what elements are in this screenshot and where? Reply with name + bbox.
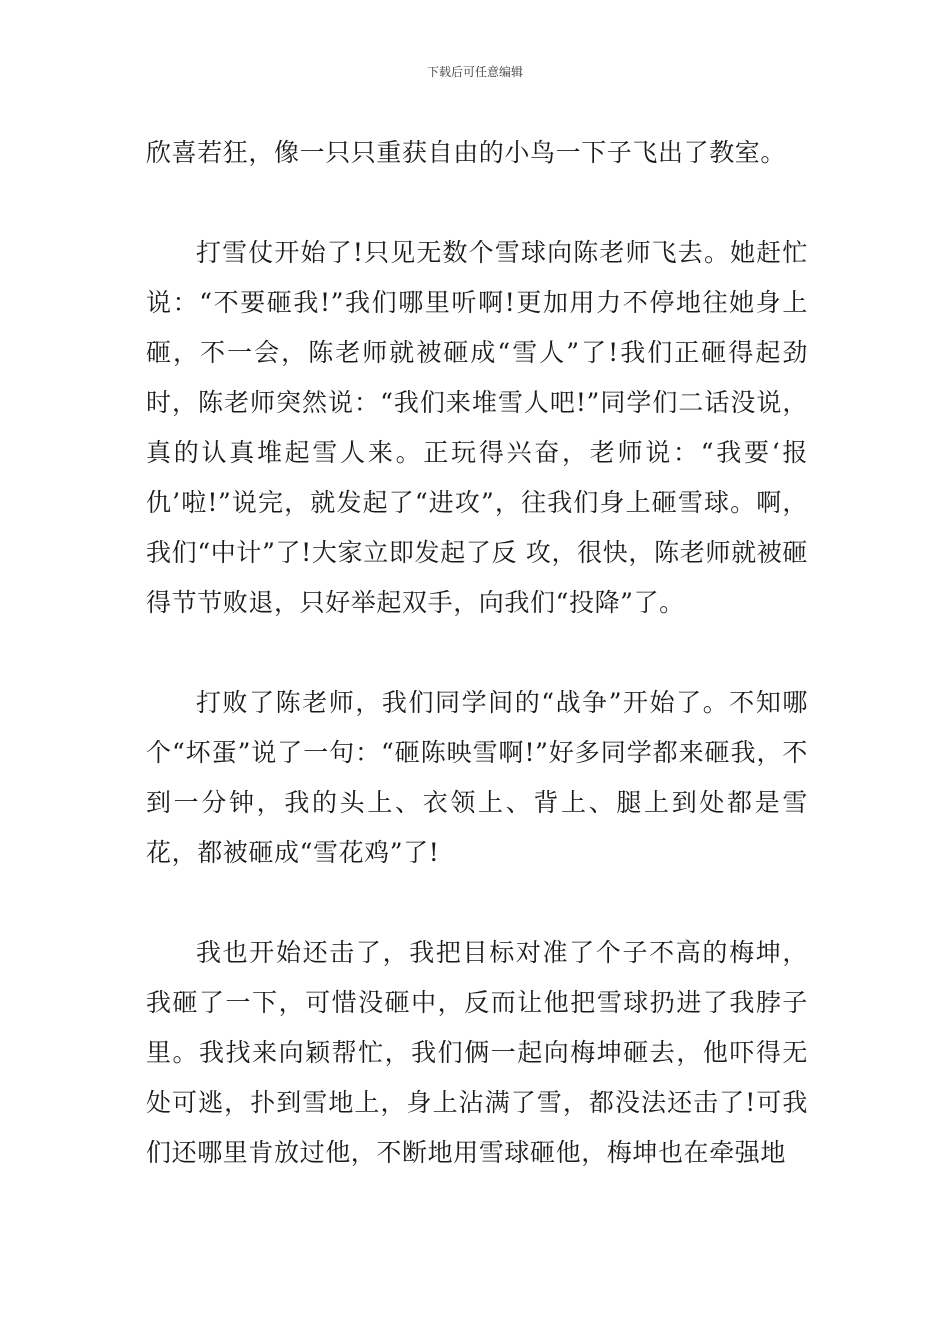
paragraph-3: 打败了陈老师，我们同学间的“战争”开始了。不知哪个“坏蛋”说了一句：“砸陈映雪啊!”好多同学都来砸我，不到一分钟，我的头上、衣领上、背上、腿上到处都是雪花，都被砸成“雪花鸡”了! bbox=[146, 688, 808, 867]
paragraph-4: 我也开始还击了，我把目标对准了个子不高的梅坤，我砸了一下，可惜没砸中，反而让他把雪球扔进了我脖子里。我找来向颖帮忙，我们俩一起向梅坤砸去，他吓得无处可逃，扑到雪地上，身上沾满了雪，都没法还击了!可我们还哪里肯放过他，不断地用雪球砸他，梅坤也在牵强地 bbox=[146, 938, 808, 1167]
paragraph-2: 打雪仗开始了!只见无数个雪球向陈老师飞去。她赶忙说：“不要砸我!”我们哪里听啊!更加用力不停地往她身上砸，不一会，陈老师就被砸成“雪人”了!我们正砸得起劲时，陈老师突然说：“我们来堆雪人吧!”同学们二话没说，真的认真堆起雪人来。正玩得兴奋，老师说：“我要‘报仇’啦!”说完，就发起了“进攻”，往我们身上砸雪球。啊，我们“中计”了!大家立即发起了反 攻，很快，陈老师就被砸得节节败退，只好举起双手，向我们“投降”了。 bbox=[146, 238, 808, 617]
document-body bbox=[146, 128, 808, 1178]
paragraph-1: 欣喜若狂，像一只只重获自由的小鸟一下子飞出了教室。 bbox=[146, 138, 787, 167]
page-header: 下载后可任意编辑 bbox=[426, 65, 523, 79]
